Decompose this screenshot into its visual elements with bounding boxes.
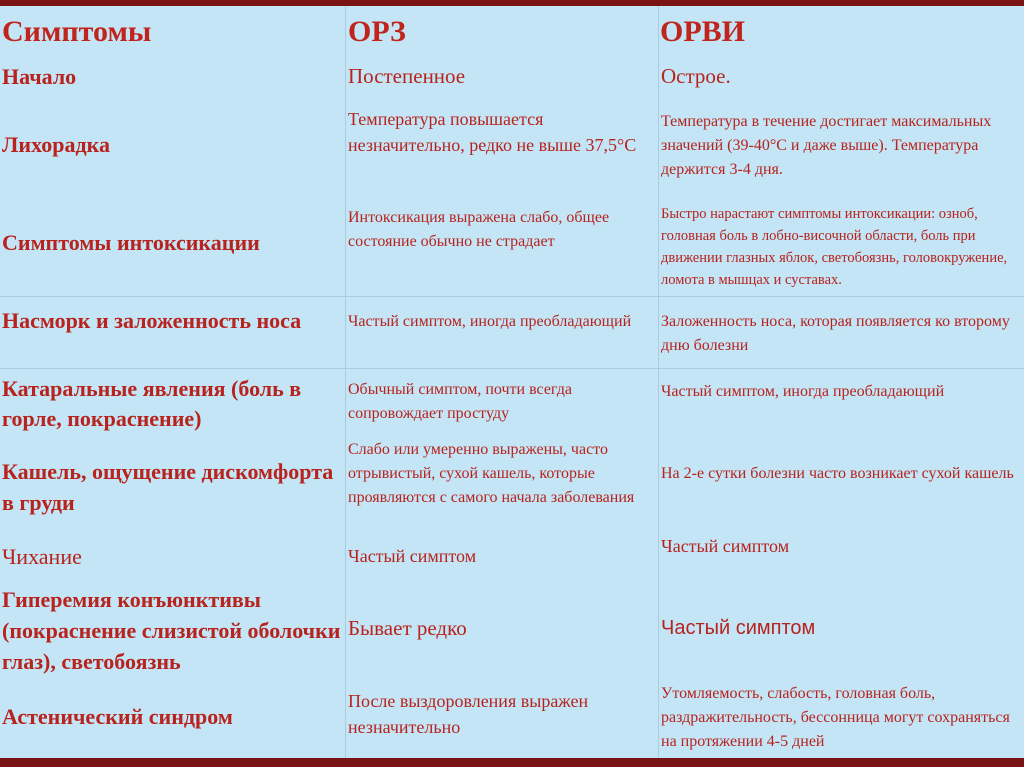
row-sneezing-symptom: Чихание bbox=[2, 544, 82, 569]
row-runny-nose-symptom: Насморк и заложенность носа bbox=[2, 308, 302, 333]
row-sneezing-orz: Частый симптом bbox=[348, 546, 477, 566]
row-onset-orz: Постепенное bbox=[348, 64, 466, 88]
row-fever-orz: Температура повышается незначительно, редко не выше 37,5°С bbox=[348, 109, 637, 155]
row-runny-nose-orvi: Заложенность носа, которая появляется ко второму дню болезни bbox=[661, 313, 1010, 354]
row-sneezing-orvi: Частый симптом bbox=[661, 536, 790, 556]
row-catarrhal-orvi: Частый симптом, иногда преобладающий bbox=[661, 383, 945, 400]
row-intoxication-symptom: Симптомы интоксикации bbox=[2, 230, 260, 255]
row-asthenic-orz: После выздоровления выражен незначительно bbox=[348, 691, 589, 737]
row-catarrhal-orz: Обычный симптом, почти всегда сопровождает простуду bbox=[348, 381, 572, 422]
column-divider bbox=[658, 6, 659, 758]
row-catarrhal-symptom: Катаральные явления (боль в горле, покраснение) bbox=[2, 376, 302, 431]
row-divider bbox=[0, 368, 1024, 369]
row-onset-symptom: Начало bbox=[2, 64, 77, 89]
header-orvi: ОРВИ bbox=[660, 15, 746, 48]
row-divider bbox=[0, 296, 1024, 297]
row-onset-orvi: Острое. bbox=[661, 64, 731, 88]
row-cough-orvi: На 2-е сутки болезни часто возникает сухой кашель bbox=[661, 465, 1014, 482]
comparison-table bbox=[0, 6, 1024, 758]
row-cough-symptom: Кашель, ощущение дискомфорта в груди bbox=[2, 459, 334, 515]
row-intoxication-orvi: Быстро нарастают симптомы интоксикации: озноб, головная боль в лобно-височной области, боль при движении глазных яблок, светобоязнь, головокружение, ломота в мышцах и суставах. bbox=[661, 206, 1008, 288]
row-asthenic-symptom: Астенический синдром bbox=[2, 704, 233, 729]
row-conjunctiva-orz: Бывает редко bbox=[348, 616, 467, 640]
row-fever-orvi: Температура в течение достигает максимальных значений (39-40°С и даже выше). Температура держится 3-4 дня. bbox=[661, 113, 992, 178]
row-intoxication-orz: Интоксикация выражена слабо, общее состояние обычно не страдает bbox=[348, 209, 610, 250]
row-cough-orz: Слабо или умеренно выражены, часто отрывистый, сухой кашель, которые проявляются с самого начала заболевания bbox=[348, 441, 635, 506]
row-conjunctiva-orvi: Частый симптом bbox=[661, 617, 816, 639]
row-asthenic-orvi: Утомляемость, слабость, головная боль, раздражительность, бессонница могут сохраняться на протяжении 4-5 дней bbox=[661, 685, 1010, 750]
row-fever-symptom: Лихорадка bbox=[2, 132, 110, 157]
row-conjunctiva-symptom: Гиперемия конъюнктивы (покраснение слизистой оболочки глаз), светобоязнь bbox=[2, 587, 341, 674]
column-divider bbox=[345, 6, 346, 758]
row-runny-nose-orz: Частый симптом, иногда преобладающий bbox=[348, 313, 632, 330]
header-orz: ОРЗ bbox=[348, 15, 406, 48]
header-symptoms: Симптомы bbox=[2, 15, 152, 48]
